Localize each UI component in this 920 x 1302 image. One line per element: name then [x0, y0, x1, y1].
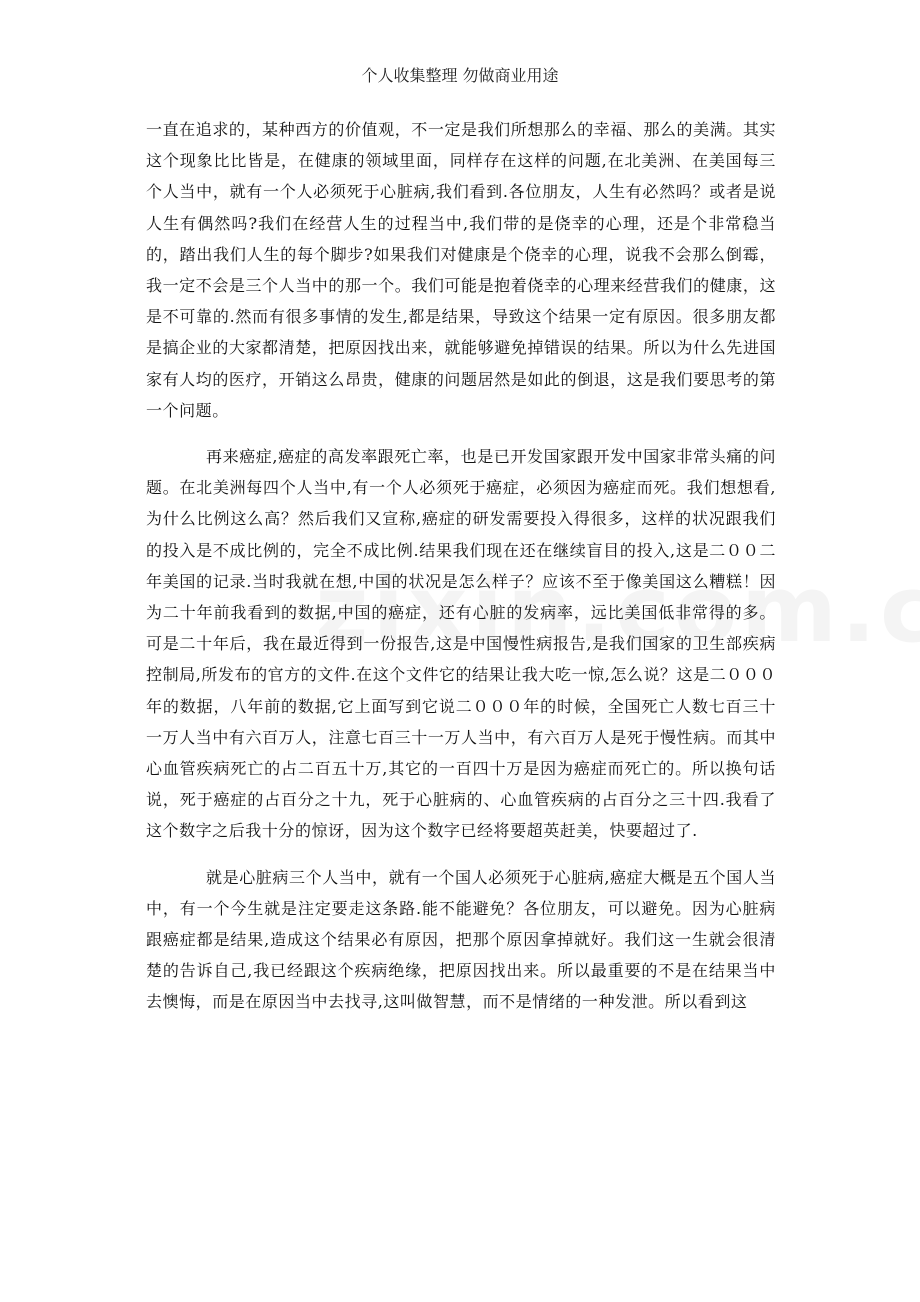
paragraph-2: 再来癌症,癌症的高发率跟死亡率，也是已开发国家跟开发中国家非常头痛的问题。在北美洲每四个人当中,有一个人必须死于癌症，必须因为癌症而死。我们想想看,为什么比例这么高？然后我们又宣称,癌症的研发需要投入得很多，这样的状况跟我们的投入是不成比例的，完全不成比例.结果我们现在还在继续盲目的投入,这是二００二年美国的记录.当时我就在想,中国的状况是怎么样子？应该不至于像美国这么糟糕！因为二十年前我看到的数据,中国的癌症，还有心脏的发病率，远比美国低非常得的多。可是二十年后，我在最近得到一份报告,这是中国慢性病报告,是我们国家的卫生部疾病控制局,所发布的官方的文件.在这个文件它的结果让我大吃一惊,怎么说？这是二０００年的数据，八年前的数据,它上面写到它说二０００年的时候，全国死亡人数七百三十一万人当中有六百万人，注意七百三十一万人当中，有六百万人是死于慢性病。而其中心血管疾病死亡的占二百五十万,其它的一百四十万是因为癌症而死亡的。所以换句话说，死于癌症的占百分之十九，死于心脏病的、心血管疾病的占百分之三十四.我看了这个数字之后我十分的惊讶，因为这个数字已经将要超英赶美，快要超过了. [146, 447, 776, 841]
document-body [146, 114, 776, 1018]
page-header: 个人收集整理 勿做商业用途 [361, 66, 559, 85]
paragraph-1: 一直在追求的，某种西方的价值观，不一定是我们所想那么的幸福、那么的美满。其实这个现象比比皆是，在健康的领域里面，同样存在这样的问题,在北美洲、在美国每三个人当中，就有一个人必须死于心脏病,我们看到.各位朋友，人生有必然吗？或者是说人生有偶然吗?我们在经营人生的过程当中,我们带的是侥幸的心理，还是个非常稳当的，踏出我们人生的每个脚步?如果我们对健康是个侥幸的心理，说我不会那么倒霉，我一定不会是三个人当中的那一个。我们可能是抱着侥幸的心理来经营我们的健康，这是不可靠的.然而有很多事情的发生,都是结果，导致这个结果一定有原因。很多朋友都是搞企业的大家都清楚，把原因找出来，就能够避免掉错误的结果。所以为什么先进国家有人均的医疗，开销这么昂贵，健康的问题居然是如此的倒退，这是我们要思考的第一个问题。 [146, 120, 776, 420]
paragraph-3: 就是心脏病三个人当中，就有一个国人必须死于心脏病,癌症大概是五个国人当中，有一个今生就是注定要走这条路.能不能避免？各位朋友，可以避免。因为心脏病跟癌症都是结果,造成这个结果必有原因，把那个原因拿掉就好。我们这一生就会很清楚的告诉自己,我已经跟这个疾病绝缘，把原因找出来。所以最重要的不是在结果当中去懊悔，而是在原因当中去找寻,这叫做智慧，而不是情绪的一种发泄。所以看到这 [146, 867, 776, 1012]
